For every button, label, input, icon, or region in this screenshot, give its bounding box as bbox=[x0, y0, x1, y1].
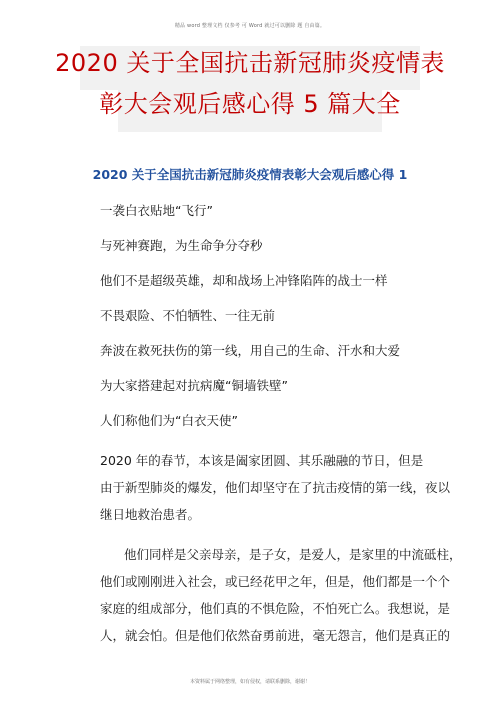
poem-line: 为大家搭建起对抗病魔“铜墙铁壁” bbox=[100, 378, 288, 393]
poem-line: 一袭白衣贴地“飞行” bbox=[100, 203, 213, 218]
document-title-line-2: 彰大会观后感心得 5 篇大全 bbox=[99, 90, 401, 118]
paragraph-line: 家庭的组成部分，他们真的不惧危险，不怕死亡么。我想说，是 bbox=[100, 601, 451, 616]
document-title-line-1: 2020 关于全国抗击新冠肺炎疫情表 bbox=[55, 49, 445, 77]
paragraph-line: 他们同样是父亲母亲，是子女，是爱人，是家里的中流砥柱， bbox=[124, 547, 462, 562]
paragraph-line: 人，就会怕。但是他们依然奋勇前进，毫无怨言，他们是真正的 bbox=[100, 628, 451, 643]
paragraph-line: 2020 年的春节，本该是阖家团圆、其乐融融的节日，但是 bbox=[100, 453, 424, 468]
poem-line: 奔波在救死扶伤的第一线，用自己的生命、汗水和大爱 bbox=[100, 343, 401, 358]
paragraph-line: 由于新型肺炎的爆发，他们却坚守在了抗击疫情的第一线，夜以 bbox=[100, 480, 451, 495]
paragraph-line: 继日地救治患者。 bbox=[100, 507, 201, 522]
section-heading: 2020 关于全国抗击新冠肺炎疫情表彰大会观后感心得 1 bbox=[92, 167, 408, 182]
poem-line: 人们称他们为“白衣天使” bbox=[100, 413, 238, 428]
footer-note: 本资料属于网络整理，如有侵权，请联系删除，谢谢！ bbox=[189, 679, 310, 685]
poem-line: 与死神赛跑，为生命争分夺秒 bbox=[100, 238, 263, 253]
poem-line: 他们不是超级英雄，却和战场上冲锋陷阵的战士一样 bbox=[100, 273, 388, 288]
paragraph-line: 他们或刚刚进入社会，或已经花甲之年，但是，他们都是一个个 bbox=[100, 574, 451, 589]
poem-line: 不畏艰险、不怕牺牲、一往无前 bbox=[100, 308, 276, 323]
header-note: 精品 word 整理文档 仅参考 可 Word 就过可以删除 题 自由篇。 bbox=[174, 23, 326, 29]
